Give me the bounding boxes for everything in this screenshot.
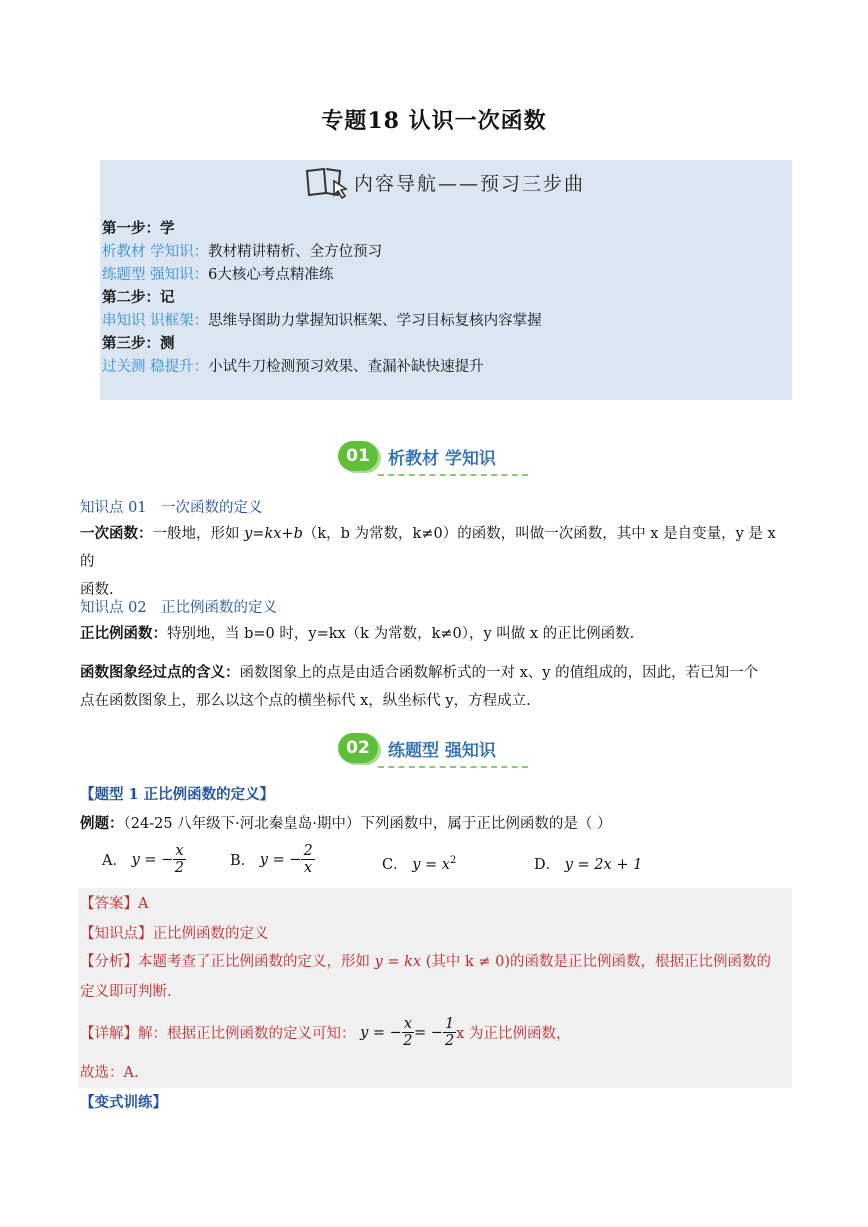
answer-line: 【答案】A [80, 896, 149, 912]
answer-conclusion: 故选：A. [80, 1065, 139, 1081]
knowledge-point-body: 函数图象经过点的含义：函数图象上的点是由适合函数解析式的一对 x、y 的值组成的，因此，若已知一个 点在函数图象上，那么以这个点的横坐标代 x，纵坐标代 y，方程成立. [80, 664, 759, 709]
step-1-label: 第一步：学 [102, 220, 175, 237]
knowledge-point-heading: 知识点 02 正比例函数的定义 [80, 600, 278, 616]
knowledge-point-body: 一次函数：一般地，形如 y=kx+b（k，b 为常数，k≠0）的函数，叫做一次函数，其中 x 是自变量，y 是 x 的 函数. [80, 525, 776, 598]
section-header-01 [338, 436, 496, 476]
option-c[interactable]: C． $y = x^2$ [382, 855, 457, 873]
section-badge: 02 [338, 733, 378, 763]
section-header-02 [338, 728, 496, 768]
step-2-item-1: 串知识 识框架：思维导图助力掌握知识框架、学习目标复核内容掌握 [102, 313, 542, 329]
answer-knowledge-point: 【知识点】正比例函数的定义 [80, 926, 269, 942]
step-3-item-1: 过关测 稳提升：小试牛刀检测预习效果、查漏补缺快速提升 [102, 359, 484, 375]
option-b[interactable]: B． y = − $\frac{2}{x}$ [230, 843, 313, 876]
step-1-item-2: 练题型 强知识：6大核心考点精准练 [102, 267, 334, 283]
section-divider [378, 474, 528, 476]
section-title: 析教材 学知识 [388, 448, 496, 469]
question-stem: 例题：（24-25 八年级下·河北秦皇岛·期中）下列函数中，属于正比例函数的是（ ） [80, 815, 612, 832]
step-3-label: 第三步：测 [102, 335, 175, 352]
step-2-label: 第二步：记 [102, 289, 175, 306]
answer-detail: 【详解】 解：根据正比例函数的定义可知： y = − $\frac{x}{2}$ = − $\frac{1}{2}$ x 为正比例函数， [80, 1016, 571, 1049]
navigation-heading-text: 内容导航——预习三步曲 [354, 172, 586, 195]
book-pointer-icon [304, 165, 350, 199]
section-divider [378, 766, 528, 768]
section-badge: 01 [338, 441, 378, 471]
option-d[interactable]: D． y = 2x + 1 [534, 857, 643, 873]
knowledge-point-body: 正比例函数：特别地，当 b=0 时，y=kx（k 为常数，k≠0），y 叫做 x 的正比例函数. [80, 625, 635, 642]
knowledge-point-heading: 知识点 01 一次函数的定义 [80, 500, 263, 516]
navigation-heading [304, 164, 585, 200]
answer-analysis: 【分析】本题考查了正比例函数的定义，形如 y = kx (其中 k ≠ 0)的函数是正比例函数，根据正比例函数的 定义即可判断. [80, 954, 772, 1000]
option-a[interactable]: A． y = − $\frac{x}{2}$ [102, 843, 185, 876]
page-title: 专题18 认识一次函数 [321, 108, 547, 134]
section-title: 练题型 强知识 [388, 740, 496, 761]
training-heading: 【变式训练】 [80, 1094, 167, 1111]
step-1-item-1: 析教材 学知识：教材精讲精析、全方位预习 [102, 244, 383, 260]
question-type-heading: 【题型 1 正比例函数的定义】 [80, 786, 275, 803]
